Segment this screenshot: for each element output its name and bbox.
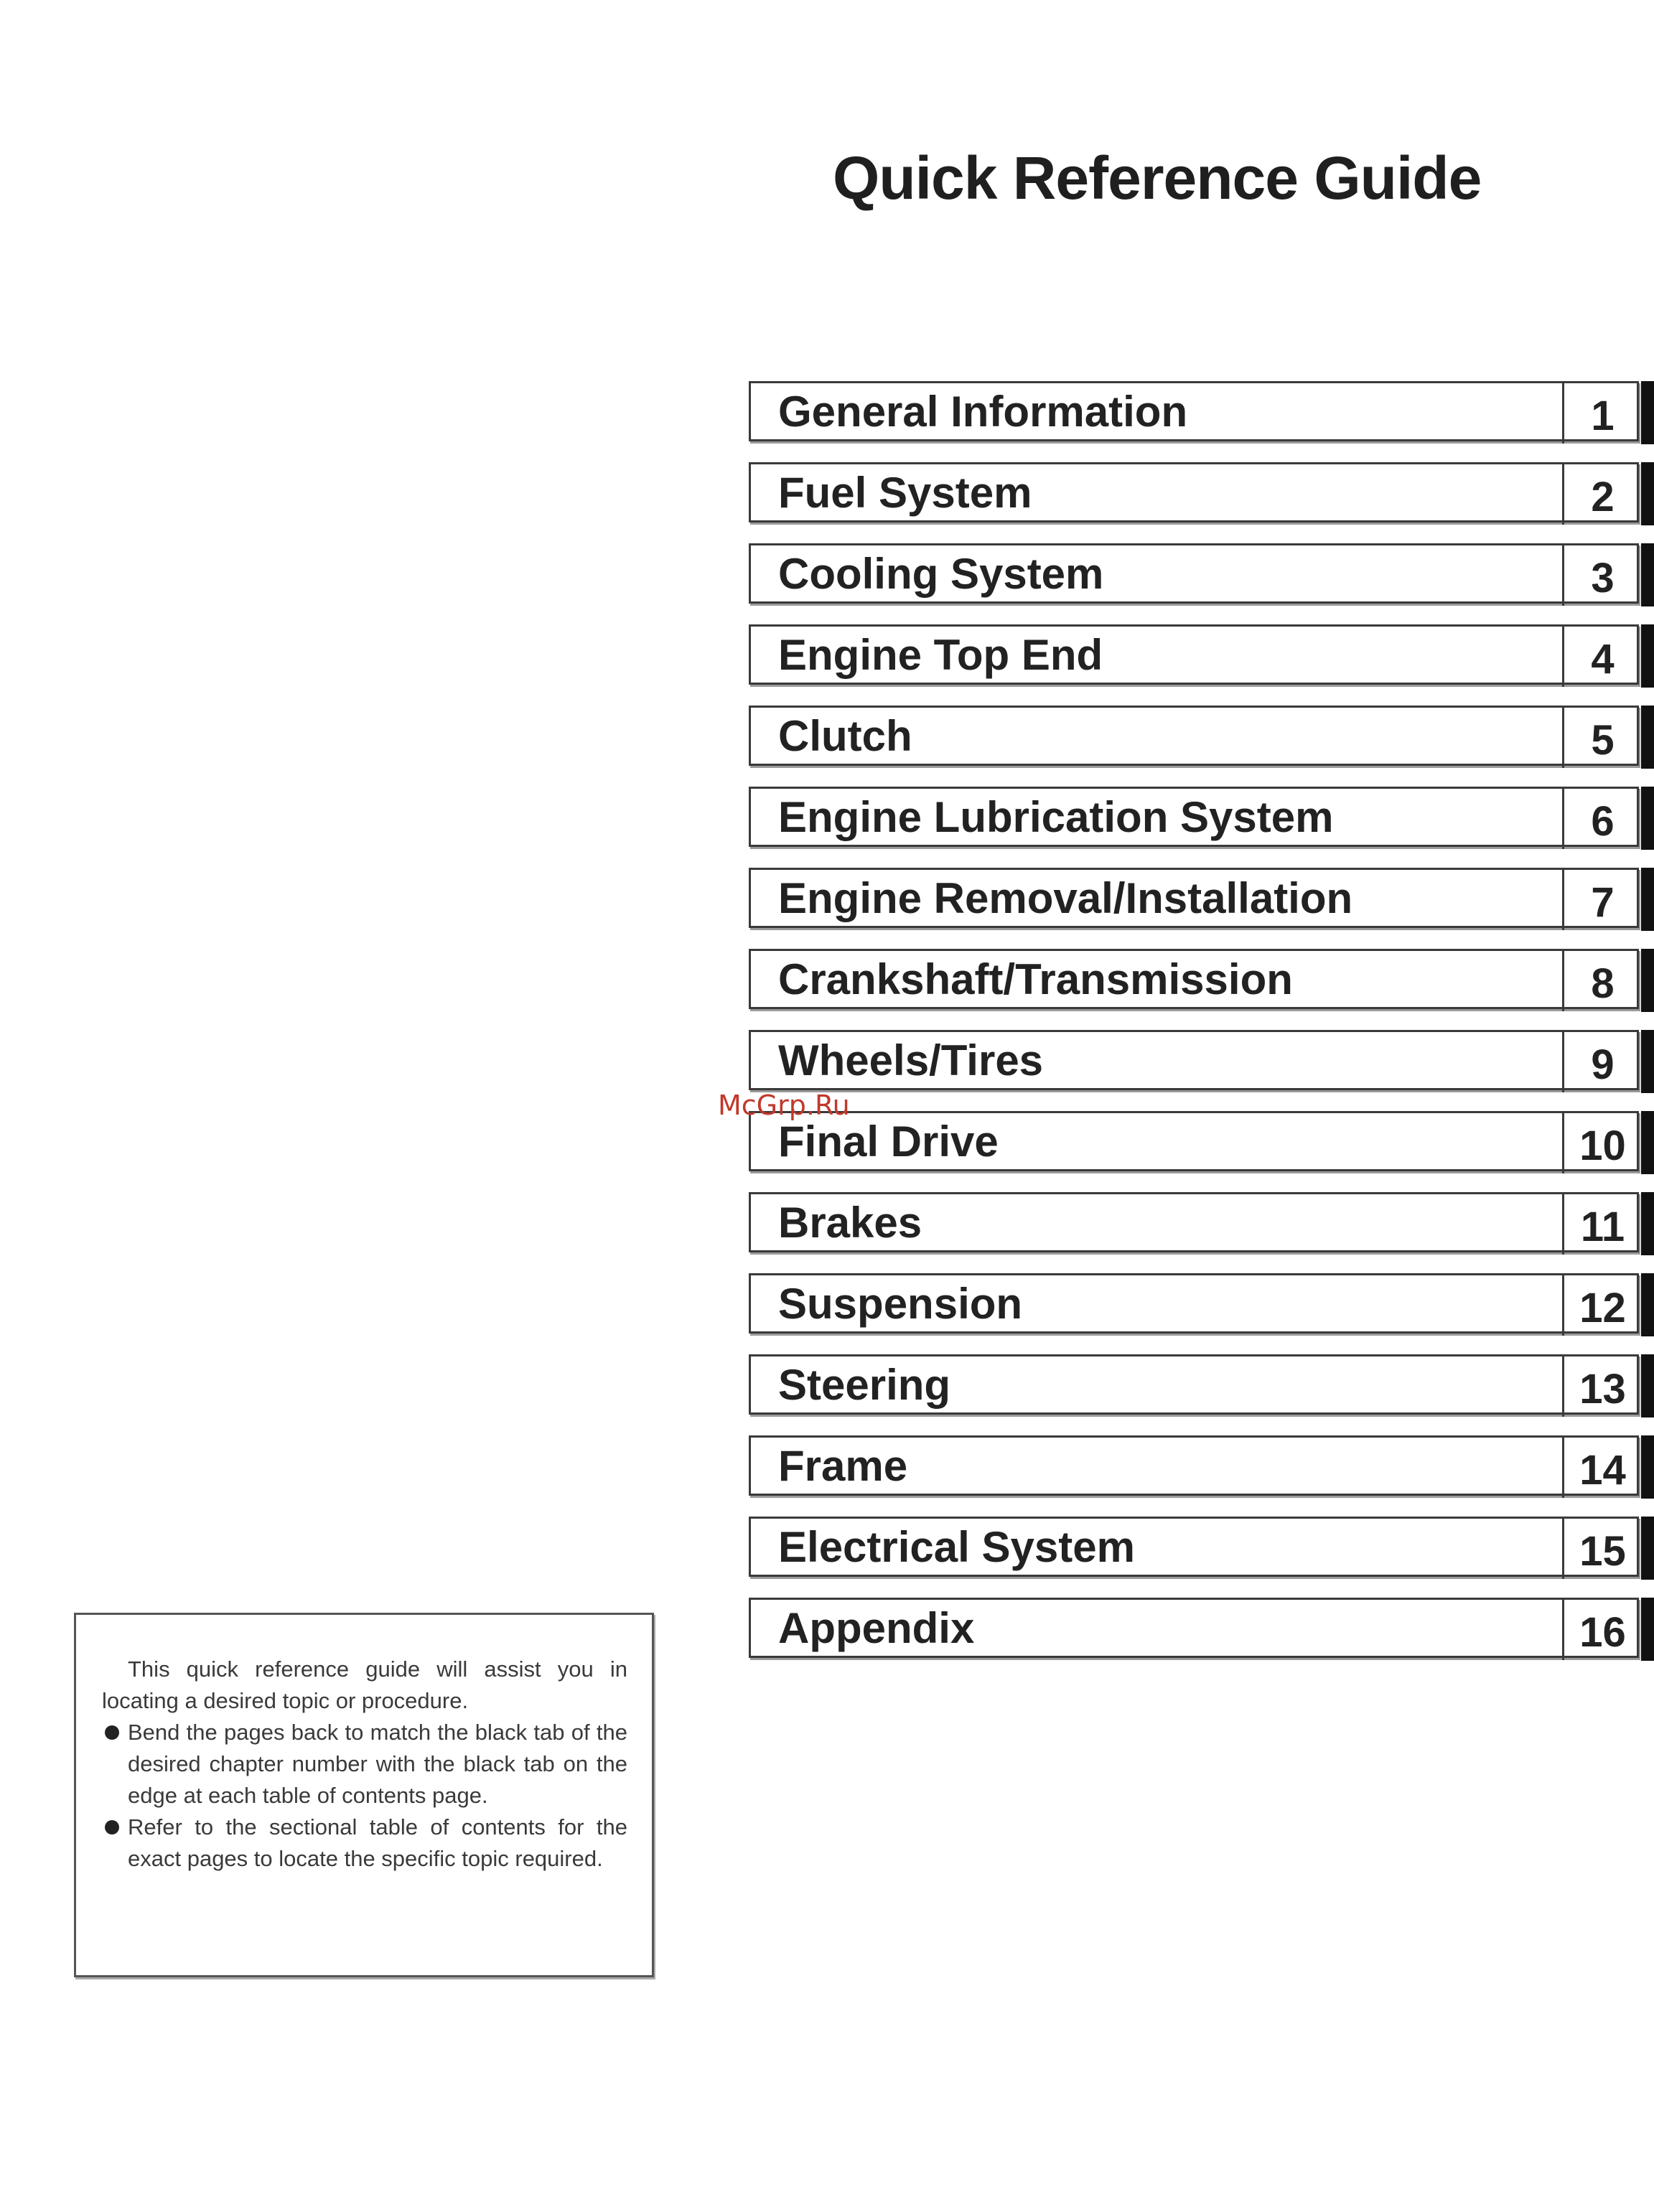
chapter-number: 12 — [1562, 1275, 1641, 1336]
chapter-box — [749, 949, 1639, 1009]
chapter-tab[interactable] — [1641, 1030, 1654, 1093]
chapter-tab[interactable] — [1641, 706, 1654, 769]
chapter-tab[interactable] — [1641, 624, 1654, 688]
chapter-label: General Information — [778, 388, 1188, 436]
chapter-row-appendix[interactable] — [749, 1598, 1654, 1661]
chapter-row-brakes[interactable] — [749, 1192, 1654, 1255]
info-bullet-item — [102, 1812, 627, 1875]
chapter-row-final-drive[interactable] — [749, 1111, 1654, 1174]
chapter-row-general-information[interactable] — [749, 381, 1654, 444]
chapter-tab[interactable] — [1641, 1273, 1654, 1336]
chapter-tab[interactable] — [1641, 462, 1654, 525]
chapter-number: 13 — [1562, 1356, 1641, 1417]
chapter-label: Cooling System — [778, 550, 1104, 598]
chapter-row-engine-lubrication-system[interactable] — [749, 787, 1654, 850]
chapter-label: Wheels/Tires — [778, 1036, 1044, 1084]
chapter-number: 15 — [1562, 1519, 1641, 1579]
chapter-label: Steering — [778, 1361, 951, 1409]
chapter-number: 7 — [1562, 870, 1641, 930]
chapter-number: 3 — [1562, 545, 1641, 606]
chapter-tab[interactable] — [1641, 1354, 1654, 1417]
chapter-label: Frame — [778, 1442, 908, 1490]
chapter-number: 6 — [1562, 789, 1641, 849]
chapter-label: Engine Removal/Installation — [778, 874, 1353, 922]
chapter-tab[interactable] — [1641, 1435, 1654, 1499]
chapter-label: Electrical System — [778, 1523, 1135, 1571]
chapter-tab[interactable] — [1641, 787, 1654, 850]
chapter-row-cooling-system[interactable] — [749, 543, 1654, 606]
chapter-box — [749, 1435, 1639, 1496]
page-title: Quick Reference Guide — [833, 144, 1482, 212]
bullet-icon — [105, 1725, 119, 1740]
chapter-box — [749, 624, 1639, 685]
chapter-box — [749, 1192, 1639, 1252]
chapter-number: 10 — [1562, 1113, 1641, 1173]
chapter-number: 4 — [1562, 627, 1641, 687]
chapter-number: 2 — [1562, 464, 1641, 525]
chapter-tab[interactable] — [1641, 1517, 1654, 1580]
chapter-box — [749, 543, 1639, 604]
chapter-row-crankshaft-transmission[interactable] — [749, 949, 1654, 1012]
chapter-number: 16 — [1562, 1600, 1641, 1660]
chapter-box — [749, 1598, 1639, 1658]
chapter-number: 14 — [1562, 1438, 1641, 1498]
chapter-row-wheels-tires[interactable] — [749, 1030, 1654, 1093]
chapter-row-engine-removal-installation[interactable] — [749, 868, 1654, 931]
chapter-tab[interactable] — [1641, 868, 1654, 931]
chapter-label: Engine Lubrication System — [778, 793, 1334, 841]
chapter-tab[interactable] — [1641, 543, 1654, 606]
chapter-tab[interactable] — [1641, 1598, 1654, 1661]
chapter-row-electrical-system[interactable] — [749, 1517, 1654, 1580]
chapter-row-fuel-system[interactable] — [749, 462, 1654, 525]
info-box — [74, 1613, 654, 1977]
chapter-box — [749, 1111, 1639, 1171]
chapter-row-suspension[interactable] — [749, 1273, 1654, 1336]
chapter-tab[interactable] — [1641, 1111, 1654, 1174]
watermark-text: McGrp.Ru — [718, 1089, 850, 1121]
chapter-label: Final Drive — [778, 1117, 999, 1166]
chapter-box — [749, 706, 1639, 766]
chapter-label: Suspension — [778, 1280, 1023, 1328]
chapter-label: Fuel System — [778, 469, 1032, 517]
chapter-number: 8 — [1562, 951, 1641, 1011]
chapter-box — [749, 381, 1639, 441]
info-intro-text: This quick reference guide will assist you in locating a desired topic or procedure. — [102, 1656, 627, 1713]
chapter-box — [749, 787, 1639, 847]
chapter-row-frame[interactable] — [749, 1435, 1654, 1499]
chapter-tab[interactable] — [1641, 949, 1654, 1012]
info-bullet-item — [102, 1717, 627, 1812]
chapter-number: 9 — [1562, 1032, 1641, 1092]
chapter-label: Brakes — [778, 1199, 922, 1247]
info-bullet-text: Refer to the sectional table of contents for the exact pages to locate the specific topic required. — [128, 1814, 627, 1871]
chapter-row-steering[interactable] — [749, 1354, 1654, 1417]
chapter-label: Appendix — [778, 1604, 975, 1652]
chapter-number: 11 — [1562, 1194, 1641, 1255]
chapter-label: Engine Top End — [778, 631, 1103, 679]
chapter-label: Clutch — [778, 712, 912, 760]
chapter-box — [749, 868, 1639, 928]
chapter-row-clutch[interactable] — [749, 706, 1654, 769]
chapter-row-engine-top-end[interactable] — [749, 624, 1654, 688]
chapter-number: 1 — [1562, 383, 1641, 444]
bullet-icon — [105, 1820, 119, 1834]
chapter-box — [749, 1354, 1639, 1415]
chapter-tab[interactable] — [1641, 1192, 1654, 1255]
chapter-label: Crankshaft/Transmission — [778, 955, 1293, 1003]
chapter-box — [749, 462, 1639, 522]
chapter-number: 5 — [1562, 708, 1641, 768]
chapter-tab[interactable] — [1641, 381, 1654, 444]
info-bullet-text: Bend the pages back to match the black tab of the desired chapter number with the black tab on the edge at each table of contents page. — [128, 1720, 627, 1808]
chapter-box — [749, 1030, 1639, 1090]
chapter-box — [749, 1273, 1639, 1334]
chapter-box — [749, 1517, 1639, 1577]
